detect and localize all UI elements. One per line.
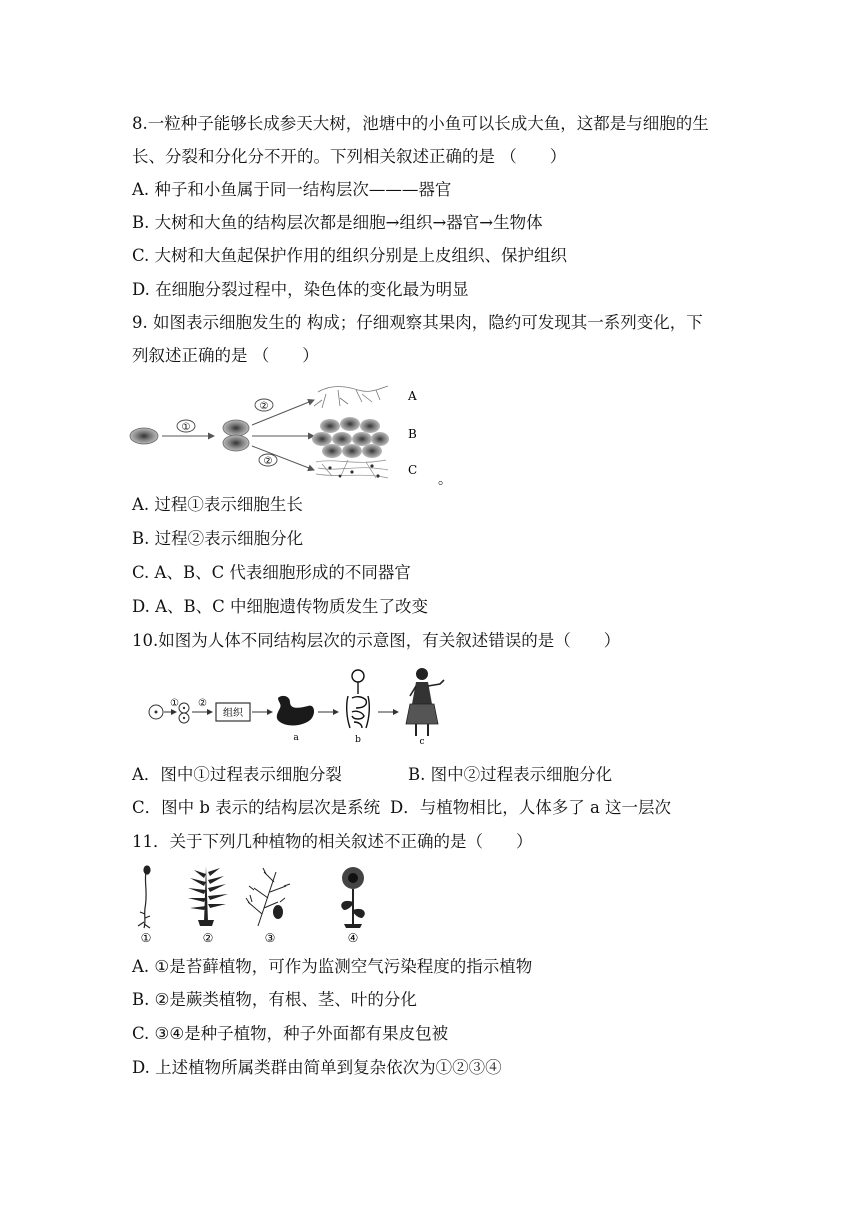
q8-option-d: D. 在细胞分裂过程中，染色体的变化最为明显: [132, 280, 469, 299]
q8-option-b: B. 大树和大鱼的结构层次都是细胞→组织→器官→生物体: [132, 213, 543, 232]
human-body: [406, 668, 444, 736]
q9-option-d: D. A、B、C 中细胞遗传物质发生了改变: [132, 597, 429, 616]
two-cells-bottom: [223, 435, 249, 451]
q10-option-d: D．与植物相比，人体多了 a 这一层次: [390, 798, 672, 817]
q10-step1: ①: [170, 698, 179, 709]
q9-stem-line2: 列叙述正确的是 （ ）: [132, 346, 319, 365]
moss-plant: [138, 866, 150, 928]
label-a: A: [408, 389, 417, 403]
figure-trailing-mark: 。: [438, 472, 452, 488]
q9-cell-diagram: [126, 380, 456, 490]
q9-option-a: A. 过程①表示细胞生长: [132, 495, 303, 514]
q10-option-c: C．图中 b 表示的结构层次是系统: [132, 798, 381, 817]
two-cells-top: [223, 420, 249, 436]
pine-plant: [246, 868, 290, 926]
q10-option-b: B. 图中②过程表示细胞分化: [408, 765, 613, 784]
sunflower-plant: [341, 867, 365, 928]
q11-plants-figure: [128, 862, 388, 948]
q10-body-levels-diagram: [140, 664, 460, 746]
plant-label-3: ③: [264, 931, 276, 945]
step2-top-label: ②: [259, 401, 269, 412]
q10-label-b: b: [355, 735, 361, 745]
stomach-organ: [277, 696, 314, 726]
q8-stem-line1: 8.一粒种子能够长成参天大树，池塘中的小鱼可以长成大鱼，这都是与细胞的生: [132, 114, 709, 133]
q11-option-a: A. ①是苔藓植物，可作为监测空气污染程度的指示植物: [132, 957, 533, 976]
q9-stem-line1: 9. 如图表示细胞发生的 构成；仔细观察其果肉，隐约可发现其一系列变化，下: [132, 313, 703, 332]
q9-option-c: C. A、B、C 代表细胞形成的不同器官: [132, 563, 411, 582]
q10-step2: ②: [198, 698, 207, 709]
q10-stem: 10.如图为人体不同结构层次的示意图，有关叙述错误的是（ ）: [132, 631, 621, 650]
q11-stem: 11．关于下列几种植物的相关叙述不正确的是（ ）: [132, 832, 533, 851]
fern-plant: [188, 866, 228, 926]
q10-label-a: a: [293, 733, 299, 743]
q11-option-b: B. ②是蕨类植物，有根、茎、叶的分化: [132, 990, 417, 1009]
step2-bottom-label: ②: [263, 456, 273, 467]
q10-label-c: c: [419, 737, 425, 746]
q8-stem-line2: 长、分裂和分化分不开的。下列相关叙述正确的是 （ ）: [132, 147, 567, 166]
label-c: C: [408, 463, 418, 477]
q9-option-b: B. 过程②表示细胞分化: [132, 529, 304, 548]
plant-label-4: ④: [347, 931, 359, 945]
q11-option-d: D. 上述植物所属类群由简单到复杂依次为①②③④: [132, 1058, 502, 1077]
tissue-box-label: 组织: [223, 708, 243, 719]
q8-option-a: A. 种子和小鱼属于同一结构层次———器官: [132, 180, 452, 199]
tissue-b-cells: [312, 417, 389, 458]
digestive-system: [347, 670, 370, 728]
label-b: B: [408, 427, 417, 441]
q8-option-c: C. 大树和大鱼起保护作用的组织分别是上皮组织、保护组织: [132, 246, 568, 265]
plant-label-2: ②: [202, 931, 214, 945]
q11-option-c: C. ③④是种子植物，种子外面都有果皮包被: [132, 1024, 449, 1043]
tissue-a-nerve: [314, 386, 388, 408]
step1-label: ①: [181, 422, 191, 433]
single-cell: [130, 428, 158, 444]
q10-option-a: A．图中①过程表示细胞分裂: [132, 765, 342, 784]
plant-label-1: ①: [140, 931, 152, 945]
